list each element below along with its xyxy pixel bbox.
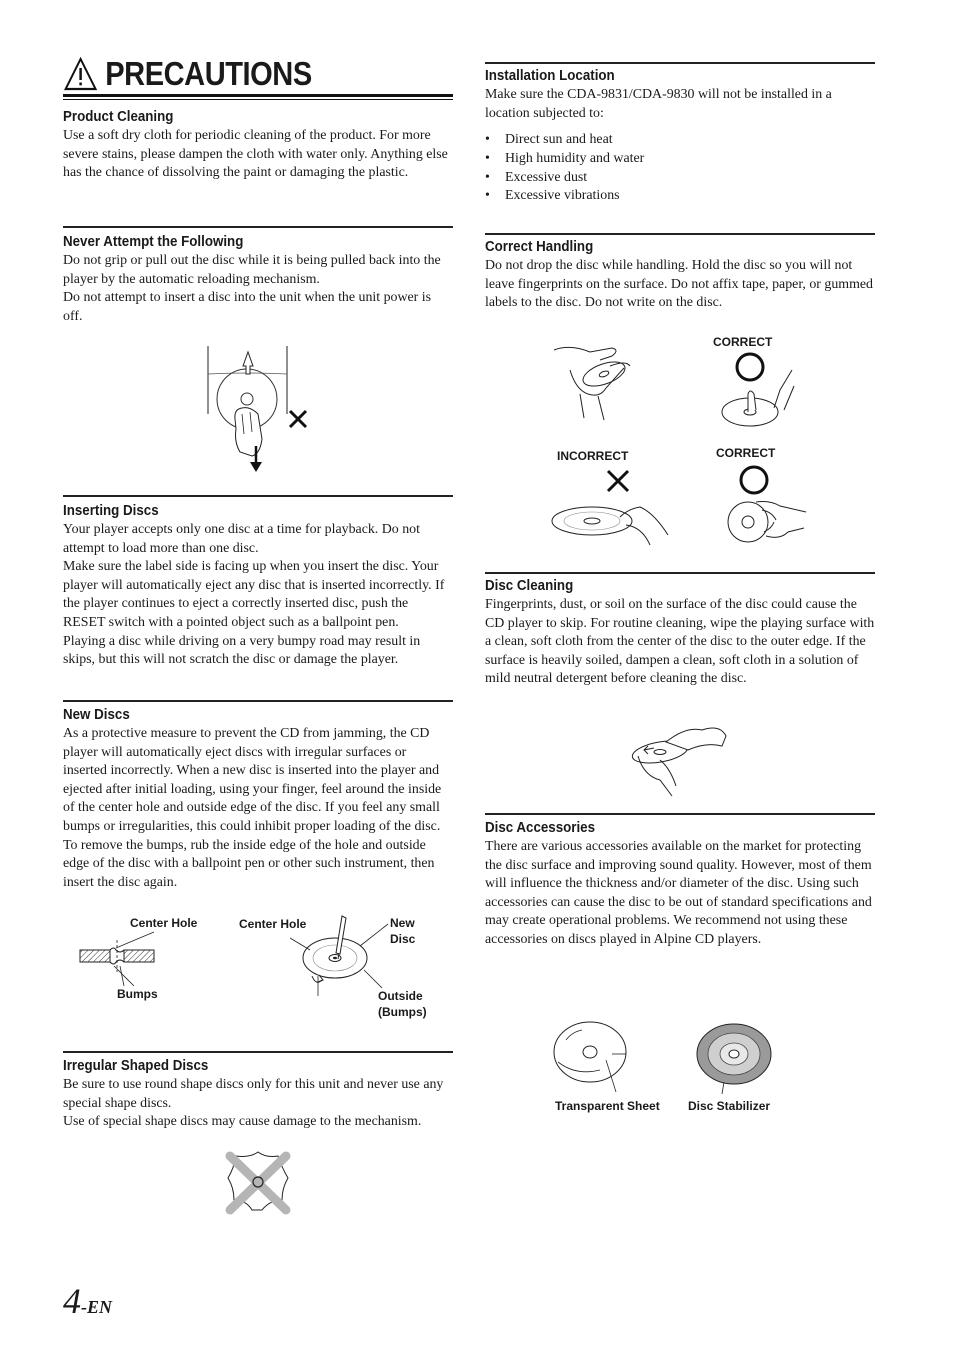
page-number-value: 4 — [63, 1281, 81, 1321]
section-body-para: Be sure to use round shape discs only for this unit and never use any special shape discs. — [63, 1077, 444, 1111]
section-body: As a protective measure to prevent the CD from jamming, the CD player will automatically eject discs with irregular surfaces or inserted incorrectly. When a new disc is inserted into the player and ejected after initial loading, using your finger, feel around the inside of the center hole and outside edge of the disc. If you feel any small bumps or irregularities, this could inhibit proper loading of the disc. To remove the bumps, rub the inside edge of the hole and outside edge of the disc with a ballpoint pen or other such instrument, then insert the disc again. — [63, 726, 442, 890]
label-outside-bumps: Outside (Bumps) — [378, 989, 427, 1019]
label-correct: CORRECT — [713, 335, 773, 349]
page-number — [63, 1280, 112, 1322]
label-bumps: Bumps — [117, 987, 158, 1001]
section-heading: Product Cleaning — [63, 109, 174, 125]
list-item: • Excessive dust — [485, 169, 875, 188]
section-heading: Never Attempt the Following — [63, 234, 244, 250]
label-center-hole: Center Hole — [239, 917, 307, 931]
section-installation-location — [485, 62, 875, 206]
list-item: • High humidity and water — [485, 150, 875, 169]
page-header — [63, 54, 453, 100]
section-heading: Installation Location — [485, 68, 615, 84]
section-disc-cleaning — [485, 572, 875, 689]
label-new-disc: New Disc — [390, 916, 416, 946]
section-never-attempt — [63, 226, 453, 326]
condition-list — [485, 131, 875, 206]
section-body: There are various accessories available on the market for protecting the disc surface and improving sound quality. However, most of them will influence the thickness and/or diameter of the disc. Using such accessories can cause the disc to be out of standard specifications and may create operational problems. We recommend not using these accessories on discs played in Alpine CD players. — [485, 839, 872, 947]
hand-taking-disc-illustration — [550, 340, 640, 422]
label-incorrect: INCORRECT — [557, 449, 629, 463]
section-heading: New Discs — [63, 707, 130, 723]
section-body-para: Do not grip or pull out the disc while it is being pulled back into the player by the automatic reloading mechanism. — [63, 253, 441, 287]
section-inserting-discs — [63, 495, 453, 670]
section-product-cleaning — [63, 105, 453, 183]
section-heading: Irregular Shaped Discs — [63, 1058, 209, 1074]
disc-cleaning-illustration — [630, 716, 728, 798]
section-body-para: Playing a disc while driving on a very bumpy road may result in skips, but this will not scratch the disc or damage the player. — [63, 633, 421, 668]
title-rule-thin — [63, 99, 453, 100]
list-item: • Direct sun and heat — [485, 131, 875, 150]
section-body-para: Your player accepts only one disc at a time for playback. Do not attempt to load more than one disc. — [63, 522, 420, 556]
section-body-para: Use of special shape discs may cause damage to the mechanism. — [63, 1114, 422, 1130]
section-body-para: Do not attempt to insert a disc into the unit when the unit power is off. — [63, 290, 432, 324]
hand-holding-disc-edge-illustration — [718, 350, 802, 430]
section-heading: Disc Accessories — [485, 820, 596, 836]
section-disc-accessories — [485, 813, 875, 950]
disc-pull-illustration — [200, 344, 320, 476]
irregular-disc-illustration — [222, 1148, 294, 1216]
label-transparent-sheet: Transparent Sheet — [555, 1099, 660, 1113]
disc-cross-section-illustration — [76, 928, 158, 988]
section-correct-handling — [485, 233, 875, 313]
section-heading: Disc Cleaning — [485, 578, 574, 594]
disc-with-pen-illustration — [290, 910, 390, 1002]
label-correct: CORRECT — [716, 446, 776, 460]
section-new-discs — [63, 700, 453, 892]
page-number-suffix: -EN — [81, 1297, 112, 1317]
label-disc-stabilizer: Disc Stabilizer — [688, 1099, 771, 1113]
section-heading: Correct Handling — [485, 239, 594, 255]
section-body: Make sure the CDA-9831/CDA-9830 will not be installed in a location subjected to: — [485, 87, 832, 121]
page-title: PRECAUTIONS — [105, 55, 312, 92]
section-body-para: Make sure the label side is facing up when you insert the disc. Your player will automatically eject any disc that is inserted incorrectly. If the player continues to eject a correctly inserted disc, push the RESET switch with a pointed object such as a ballpoint pen. — [63, 559, 445, 630]
page-title-row — [63, 54, 406, 94]
section-body: Fingerprints, dust, or soil on the surface of the disc could cause the CD player to skip. For routine cleaning, wipe the playing surface with a clean, soft cloth from the center of the disc to the outer edge. If the surface is heavily soiled, dampen a clean, soft cloth in a solution of mild neutral detergent before cleaning the disc. — [485, 597, 875, 687]
section-heading: Inserting Discs — [63, 503, 159, 519]
section-irregular-discs — [63, 1051, 453, 1132]
label-center-hole: Center Hole — [130, 916, 198, 930]
warning-triangle-icon — [63, 56, 98, 92]
list-item: • Excessive vibrations — [485, 187, 875, 206]
hand-holding-disc-rim-illustration — [726, 462, 810, 548]
section-body: Use a soft dry cloth for periodic cleaning of the product. For more severe stains, please dampen the cloth with water only. Anything else has the chance of dissolving the paint or damaging the plastic. — [63, 128, 448, 181]
section-body: Do not drop the disc while handling. Hold the disc so you will not leave fingerprints on the surface. Do not affix tape, paper, or gummed labels to the disc. Do not write on the disc. — [485, 258, 873, 311]
disc-stabilizer-illustration — [694, 1022, 774, 1096]
hand-touching-disc-surface-illustration — [550, 465, 672, 549]
transparent-sheet-illustration — [552, 1020, 634, 1094]
title-rule — [63, 94, 453, 97]
